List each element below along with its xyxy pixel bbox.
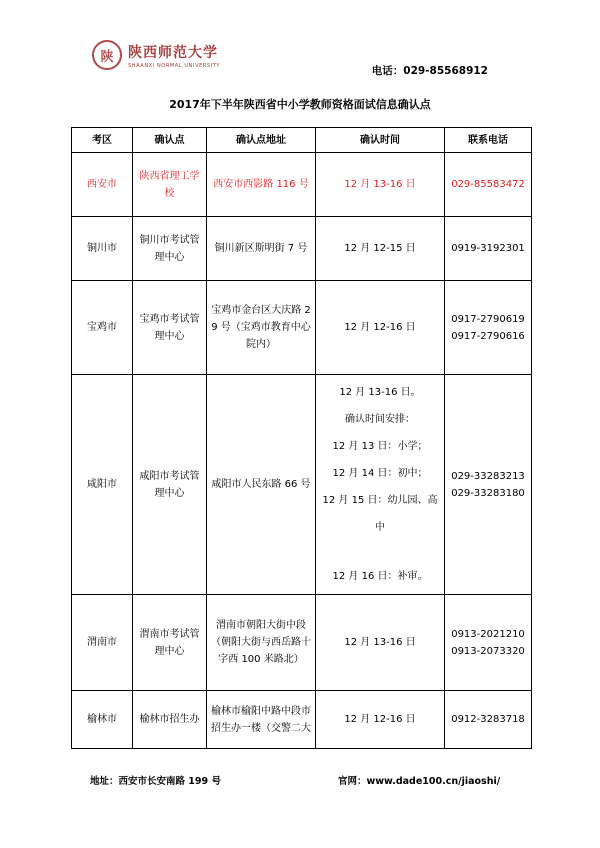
cell-phone — [445, 217, 532, 281]
cell-point: 咸阳市考试管理中心 — [133, 375, 207, 595]
university-name-cn: 陕西师范大学 — [128, 44, 218, 61]
header-phone — [372, 63, 488, 78]
phone-line: 0913-2021210 — [451, 628, 525, 640]
cell-area: 咸阳市 — [72, 375, 133, 595]
cell-point: 渭南市考试管理中心 — [133, 595, 207, 691]
footer-address: 地址：西安市长安南路 199 号 — [90, 776, 221, 787]
confirmation-points-table — [71, 127, 532, 749]
cell-area: 榆林市 — [72, 691, 133, 749]
phone-line: 029-33283180 — [451, 487, 525, 499]
cell-address: 渭南市朝阳大街中段（朝阳大街与西岳路十字西 100 米路北） — [207, 595, 316, 691]
document-title: 2017年下半年陕西省中小学教师资格面试信息确认点 — [169, 98, 431, 111]
cell-area: 渭南市 — [72, 595, 133, 691]
cell-point: 宝鸡市考试管理中心 — [133, 281, 207, 375]
table-row — [72, 217, 532, 281]
cell-point: 陕西省理工学校 — [133, 153, 207, 217]
cell-time: 12 月 13-16 日 — [316, 595, 445, 691]
cell-address: 榆林市榆阳中路中段市招生办一楼（交警二大 — [207, 691, 316, 749]
university-logo — [92, 40, 220, 70]
phone-line: 0919-3192301 — [451, 243, 525, 254]
cell-time: 12 月 12-15 日 — [316, 217, 445, 281]
page-header — [0, 0, 600, 90]
cell-time: 12 月 12-16 日 — [316, 691, 445, 749]
university-seal-icon: 陕 — [92, 40, 122, 70]
cell-address: 咸阳市人民东路 66 号 — [207, 375, 316, 595]
header-area: 考区 — [72, 128, 133, 153]
footer-website[interactable]: 官网：www.dade100.cn/jiaoshi/ — [338, 776, 501, 787]
phone-line: 0913-2073320 — [451, 645, 525, 657]
phone-line: 0917-2790616 — [451, 330, 525, 342]
cell-area: 宝鸡市 — [72, 281, 133, 375]
cell-time-schedule — [316, 375, 445, 595]
logo-text — [128, 42, 220, 69]
cell-address: 西安市西影路 116 号 — [207, 153, 316, 217]
time-line: 12 月 13-16 日。 — [339, 387, 421, 398]
cell-point: 铜川市考试管理中心 — [133, 217, 207, 281]
cell-phone — [445, 375, 532, 595]
time-line: 确认时间安排： — [345, 414, 415, 425]
cell-phone — [445, 595, 532, 691]
time-line: 12 月 13 日：小学； — [332, 441, 428, 452]
cell-phone — [445, 281, 532, 375]
cell-time: 12 月 13-16 日 — [316, 153, 445, 217]
cell-area: 铜川市 — [72, 217, 133, 281]
cell-phone — [445, 153, 532, 217]
header-time: 确认时间 — [316, 128, 445, 153]
table-row — [72, 153, 532, 217]
phone-line: 029-85583472 — [451, 179, 525, 190]
cell-phone — [445, 691, 532, 749]
header-address: 确认点地址 — [207, 128, 316, 153]
phone-number: 029-85568912 — [403, 65, 488, 77]
phone-line: 029-33283213 — [451, 470, 525, 482]
cell-point: 榆林市招生办 — [133, 691, 207, 749]
cell-address: 铜川新区斯明街 7 号 — [207, 217, 316, 281]
phone-line: 0917-2790619 — [451, 313, 525, 325]
table-header-row — [72, 128, 532, 153]
table-row — [72, 691, 532, 749]
time-line: 12 月 16 日：补审。 — [332, 571, 428, 582]
phone-label: 电话： — [371, 65, 404, 77]
header-phone: 联系电话 — [445, 128, 532, 153]
table-row — [72, 375, 532, 595]
table-row — [72, 281, 532, 375]
university-name-en: SHAANXI NORMAL UNIVERSITY — [128, 62, 221, 69]
header-point: 确认点 — [133, 128, 207, 153]
phone-line: 0912-3283718 — [451, 714, 525, 725]
cell-area: 西安市 — [72, 153, 133, 217]
table-row — [72, 595, 532, 691]
time-line: 12 月 15 日：幼儿园、高中 — [322, 495, 438, 533]
cell-address: 宝鸡市金台区大庆路 29 号（宝鸡市教育中心院内） — [207, 281, 316, 375]
time-line: 12 月 14 日：初中； — [332, 468, 428, 479]
cell-time: 12 月 12-16 日 — [316, 281, 445, 375]
